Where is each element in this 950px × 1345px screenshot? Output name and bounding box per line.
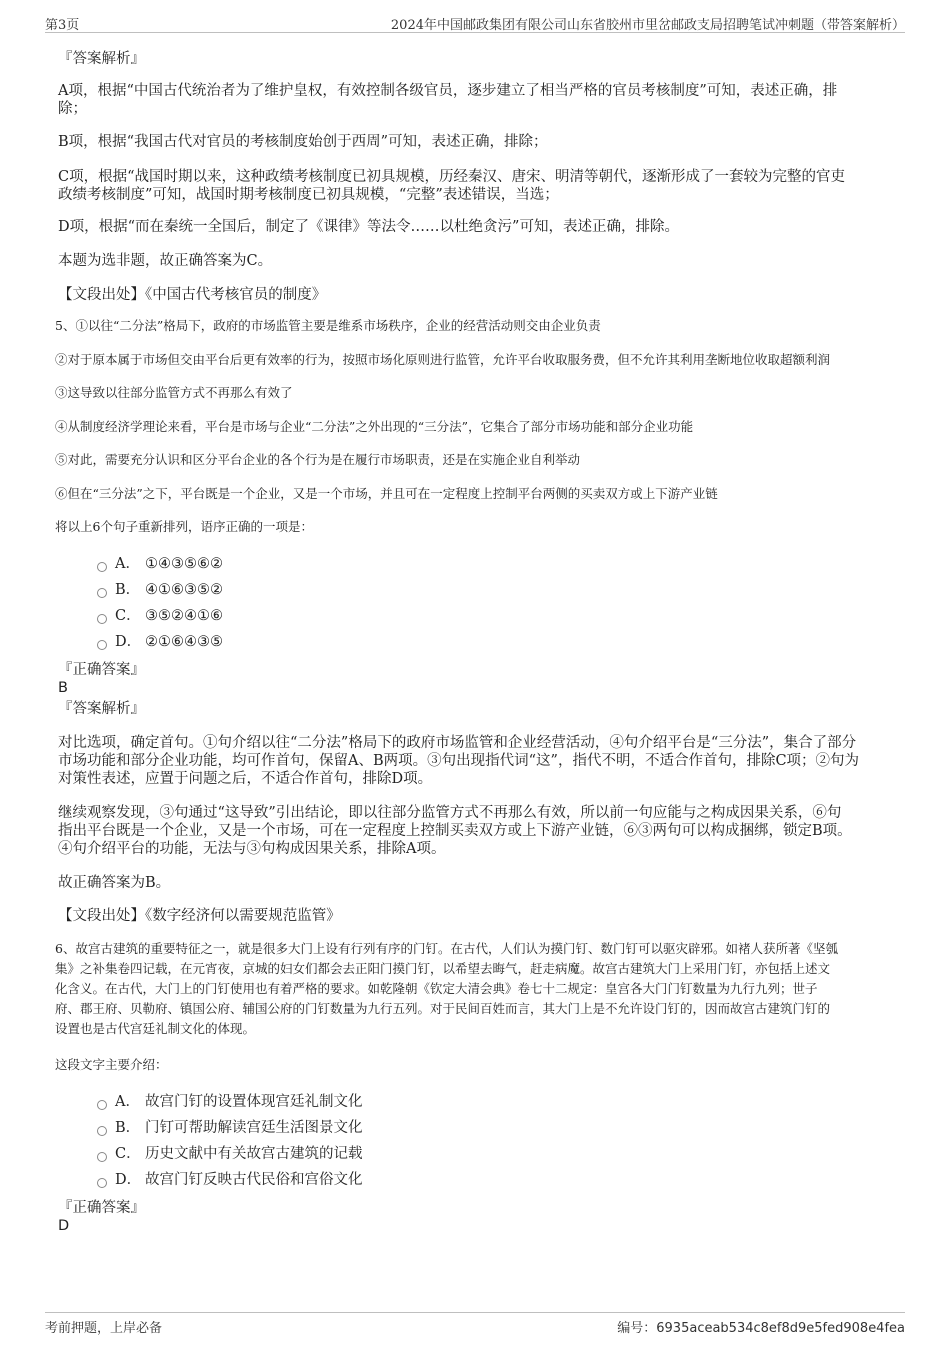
analysis-label: 『答案解析』 [58, 51, 145, 67]
radio-icon[interactable] [97, 640, 107, 650]
option-d[interactable] [97, 633, 223, 651]
question-5-sentence-4: ④从制度经济学理论来看，平台是市场与企业“二分法”之外出现的“三分法”，它集合了部分市场功能和部分企业功能 [55, 419, 694, 434]
option-c[interactable] [97, 607, 223, 625]
question-5-sentence-6: ⑥但在“三分法”之下，平台既是一个企业，又是一个市场，并且可在一定程度上控制平台两侧的买卖双方或上下游产业链 [55, 486, 718, 501]
analysis-conclusion: 本题为选非题，故正确答案为C。 [58, 253, 273, 269]
question-5-prompt: 将以上6个句子重新排列，语序正确的一项是： [55, 519, 313, 534]
analysis-p2-line3: ④句介绍平台的功能，无法与③句构成因果关系，排除A项。 [58, 841, 446, 857]
passage-source: 【文段出处】《数字经济何以需要规范监管》 [58, 908, 341, 924]
analysis-p1-line2: 市场功能和部分企业功能，均可作首句，保留A、B两项。③句出现指代词“这”，指代不明，不适合作首句，排除C项；②句为 [58, 753, 860, 769]
option-text: 历史文献中有关故宫古建筑的记载 [145, 1146, 363, 1162]
radio-icon[interactable] [97, 1152, 107, 1162]
option-letter: A． [115, 1094, 140, 1110]
radio-icon[interactable] [97, 562, 107, 572]
correct-answer: B [58, 680, 68, 696]
analysis-p1-line3: 对策性表述，应置于问题之后，不适合作首句，排除D项。 [58, 771, 433, 787]
question-6-line2: 集》之补集卷四记载，在元宵夜，京城的妇女们都会去正阳门摸门钉，以希望去晦气，赶走病魔。故宫古建筑大门上采用门钉，亦包括上述文 [55, 961, 831, 976]
analysis-p2-line2: 指出平台既是一个企业，又是一个市场，可在一定程度上控制买卖双方或上下游产业链，⑥③两句可以构成捆绑，锁定B项。 [58, 823, 852, 839]
radio-icon[interactable] [97, 1178, 107, 1188]
document-code [617, 1317, 905, 1336]
correct-answer-label: 『正确答案』 [58, 662, 145, 678]
analysis-label: 『答案解析』 [58, 701, 145, 717]
code-value: 6935aceab534c8ef8d9e5fed908e4fea [656, 1321, 905, 1336]
option-text: ②①⑥④③⑤ [145, 634, 223, 650]
passage-source: 【文段出处】《中国古代考核官员的制度》 [58, 287, 327, 303]
analysis-a-cont: 除； [58, 101, 87, 117]
option-text: 故宫门钉反映古代民俗和宫俗文化 [145, 1172, 363, 1188]
option-letter: D． [115, 1172, 142, 1188]
radio-icon[interactable] [97, 588, 107, 598]
correct-answer: D [58, 1218, 70, 1234]
analysis-p1-line1: 对比选项，确定首句。①句介绍以往“二分法”格局下的政府市场监管和企业经营活动，④句介绍平台是“三分法”，集合了部分 [58, 735, 857, 751]
question-5-sentence-5: ⑤对此，需要充分认识和区分平台企业的各个行为是在履行市场职责，还是在实施企业自利举动 [55, 452, 581, 467]
question-6-prompt: 这段文字主要介绍： [55, 1057, 168, 1072]
document-title: 2024年中国邮政集团有限公司山东省胶州市里岔邮政支局招聘笔试冲刺题（带答案解析） [390, 18, 905, 33]
option-b[interactable] [97, 1119, 363, 1137]
radio-icon[interactable] [97, 1126, 107, 1136]
option-c[interactable] [97, 1145, 363, 1163]
analysis-b: B项，根据“我国古代对官员的考核制度始创于西周”可知，表述正确，排除； [58, 134, 548, 150]
option-text: 故宫门钉的设置体现宫廷礼制文化 [145, 1094, 363, 1110]
option-letter: B． [115, 1120, 141, 1136]
option-letter: D． [115, 634, 142, 650]
option-b[interactable] [97, 581, 223, 599]
page-number: 第3页 [45, 18, 80, 33]
analysis-conclusion: 故正确答案为B。 [58, 875, 171, 891]
analysis-a: A项，根据“中国古代统治者为了维护皇权，有效控制各级官员，逐步建立了相当严格的官员考核制度”可知，表述正确，排 [58, 83, 838, 99]
footer-slogan: 考前押题，上岸必备 [45, 1321, 163, 1336]
option-text: ③⑤②④①⑥ [145, 608, 223, 624]
option-letter: A． [115, 556, 140, 572]
page-header [45, 10, 905, 33]
radio-icon[interactable] [97, 1100, 107, 1110]
option-text: 门钉可帮助解读宫廷生活图景文化 [145, 1120, 363, 1136]
analysis-c: C项，根据“战国时期以来，这种政绩考核制度已初具规模，历经秦汉、唐宋、明清等朝代，逐渐形成了一套较为完整的官吏 [58, 169, 846, 185]
option-d[interactable] [97, 1171, 363, 1189]
option-letter: B． [115, 582, 141, 598]
analysis-c-cont: 政绩考核制度”可知，战国时期考核制度已初具规模，“完整”表述错误，当选； [58, 187, 559, 203]
code-label: 编号： [617, 1321, 657, 1336]
question-5-sentence-2: ②对于原本属于市场但交由平台后更有效率的行为，按照市场化原则进行监管，允许平台收取服务费，但不允许其利用垄断地位收取超额利润 [55, 352, 831, 367]
option-letter: C． [115, 1146, 141, 1162]
analysis-d: D项，根据“而在秦统一全国后，制定了《课律》等法令……以杜绝贪污”可知，表述正确，排除。 [58, 219, 679, 235]
question-6-line3: 化含义。在古代，大门上的门钉使用也有着严格的要求。如乾隆朝《钦定大清会典》卷七十二规定：皇宫各大门门钉数量为九行九列；世子 [55, 981, 818, 996]
page-footer [45, 1312, 905, 1335]
option-text: ④①⑥③⑤② [145, 582, 223, 598]
option-a[interactable] [97, 1093, 363, 1111]
question-6-line4: 府、郡王府、贝勒府、镇国公府、辅国公府的门钉数量为九行五列。对于民间百姓而言，其大门上是不允许设门钉的，因而故宫古建筑门钉的 [55, 1001, 831, 1016]
radio-icon[interactable] [97, 614, 107, 624]
question-6-line5: 设置也是古代宫廷礼制文化的体现。 [55, 1021, 256, 1036]
option-a[interactable] [97, 555, 223, 573]
question-5-sentence-3: ③这导致以往部分监管方式不再那么有效了 [55, 385, 293, 400]
question-5-sentence-1: 5、①以往“二分法”格局下，政府的市场监管主要是维系市场秩序，企业的经营活动则交由企业负责 [55, 318, 601, 333]
option-letter: C． [115, 608, 141, 624]
analysis-p2-line1: 继续观察发现，③句通过“这导致”引出结论，即以往部分监管方式不再那么有效，所以前一句应能与之构成因果关系，⑥句 [58, 805, 842, 821]
correct-answer-label: 『正确答案』 [58, 1200, 145, 1216]
question-6-line1: 6、故宫古建筑的重要特征之一，就是很多大门上设有行列有序的门钉。在古代，人们认为摸门钉、数门钉可以驱灾辟邪。如褚人获所著《坚瓠 [55, 941, 838, 956]
option-text: ①④③⑤⑥② [145, 556, 223, 572]
